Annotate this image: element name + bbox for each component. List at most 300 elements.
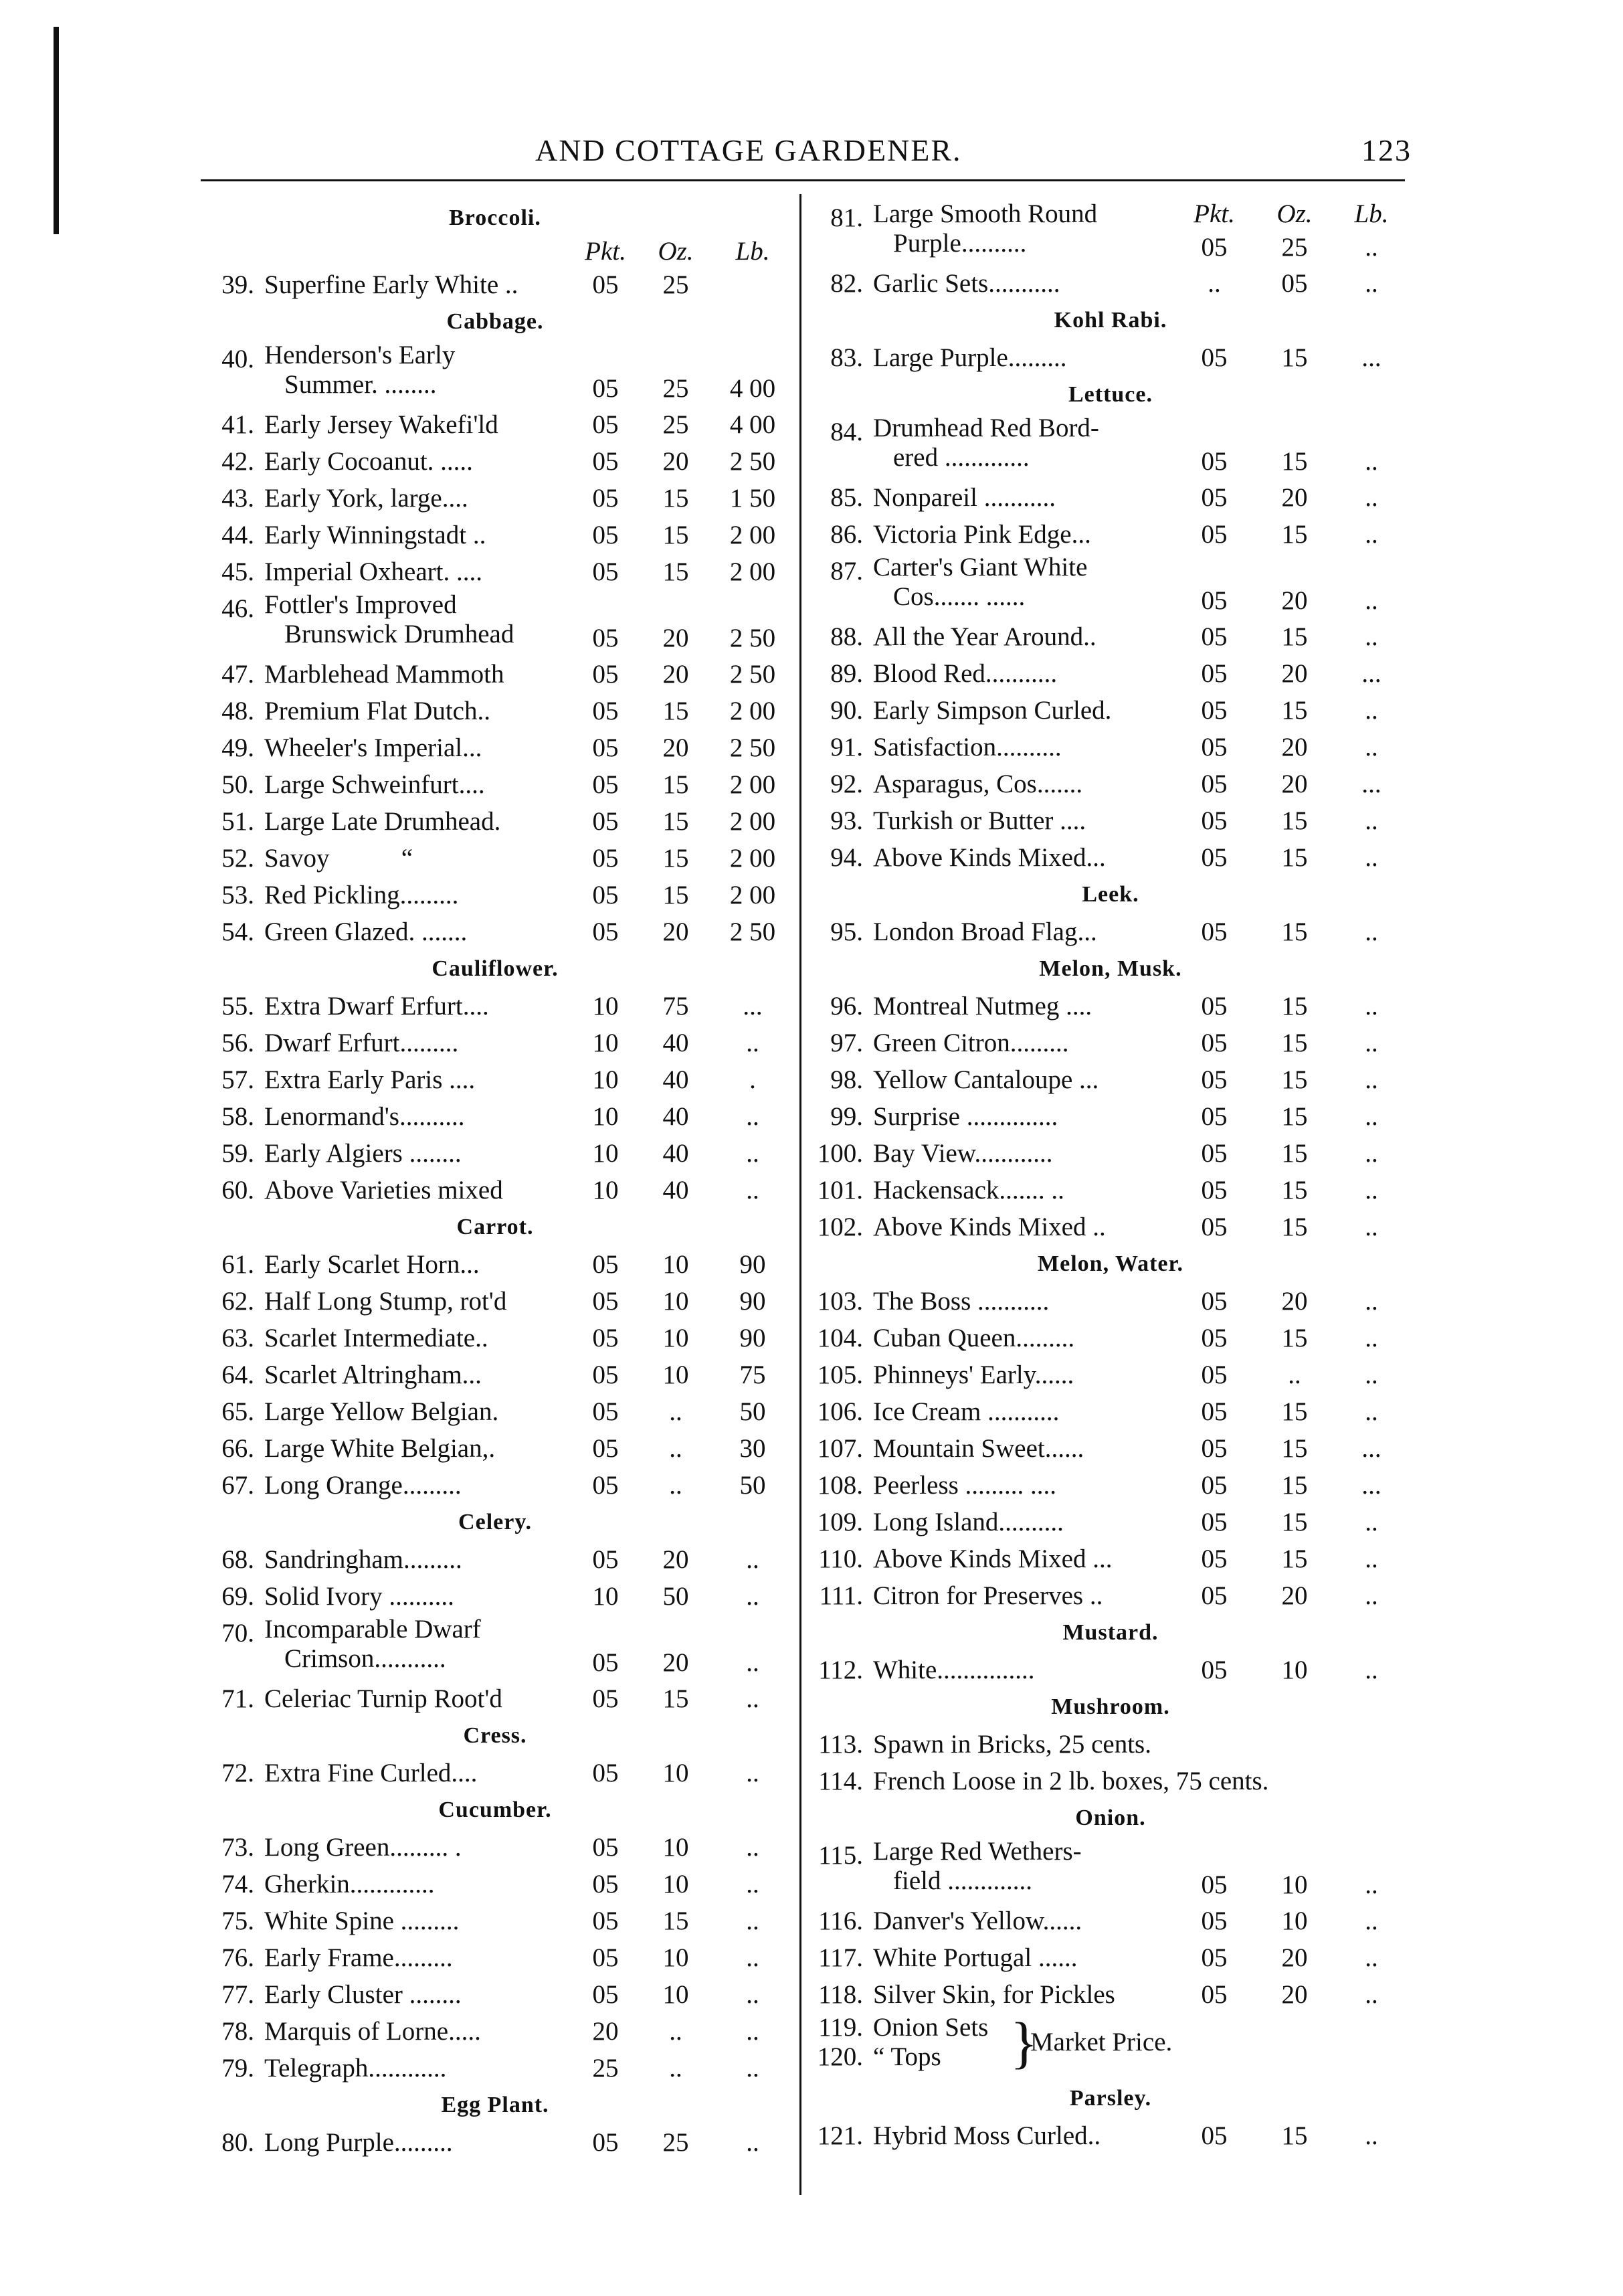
- price-packet: 05: [1201, 1980, 1228, 2009]
- entry-name-line: Premium Flat Dutch..: [264, 697, 490, 725]
- entry-name: [873, 655, 1057, 692]
- price-packet: 05: [592, 1907, 619, 1935]
- entry-name-line: Telegraph............: [264, 2054, 447, 2083]
- price-pound: 4 00: [729, 410, 776, 439]
- price-ounce: 15: [662, 697, 689, 725]
- price-ounce: 15: [1281, 1176, 1308, 1205]
- price-ounce: 20: [1281, 483, 1308, 512]
- bracketed-entries: [809, 2010, 1412, 2080]
- seed-entry: [809, 618, 1412, 655]
- price-ounce: 15: [1281, 1397, 1308, 1426]
- price-pound: ..: [1365, 1870, 1378, 1899]
- entry-name-line: Above Kinds Mixed...: [873, 843, 1106, 872]
- seed-entry: [809, 988, 1412, 1025]
- entry-name: [873, 729, 1062, 766]
- entry-name-line: Above Varieties mixed: [264, 1176, 503, 1205]
- entry-name: [264, 266, 518, 303]
- price-packet: 05: [1201, 1360, 1228, 1389]
- entry-name: “ Tops: [873, 2042, 941, 2071]
- seed-entry: [809, 265, 1412, 302]
- seed-entry: [809, 802, 1412, 839]
- seed-entry: [201, 1541, 789, 1578]
- seed-entry: [809, 1320, 1412, 1356]
- price-packet: 05: [1201, 1324, 1228, 1352]
- price-pound: ..: [1365, 483, 1378, 512]
- price-ounce: 10: [1281, 1870, 1308, 1899]
- price-pound: ..: [1365, 843, 1378, 872]
- page-number: 123: [1361, 133, 1412, 167]
- seed-entry: [201, 1430, 789, 1467]
- price-pound: 2 50: [729, 660, 776, 689]
- price-pound: ..: [1365, 233, 1378, 262]
- entry-name-line: Scarlet Intermediate..: [264, 1324, 488, 1352]
- entry-name: [873, 1061, 1099, 1098]
- seed-entry: [201, 1356, 789, 1393]
- entry-number: 121.: [817, 2121, 863, 2150]
- entry-name-line: Victoria Pink Edge...: [873, 520, 1091, 549]
- entry-number: 43.: [221, 484, 254, 513]
- entry-number: 109.: [817, 1508, 863, 1536]
- entry-number: 112.: [818, 1656, 863, 1684]
- entry-name-line: Yellow Cantaloupe ...: [873, 1065, 1099, 1094]
- entry-name: [264, 729, 482, 766]
- entry-number: 99.: [830, 1102, 863, 1131]
- column-header-oz: Oz.: [1276, 199, 1313, 228]
- entry-name-line: Early Frame.........: [264, 1943, 453, 1972]
- price-ounce: 20: [1281, 733, 1308, 762]
- seed-entry: [809, 1135, 1412, 1172]
- entry-number: 50.: [221, 770, 254, 799]
- entry-name-line: Extra Fine Curled....: [264, 1759, 478, 1787]
- entry-name: [873, 1540, 1112, 1577]
- price-packet: 10: [592, 1139, 619, 1168]
- entry-name-continuation: Purple..........: [893, 229, 1027, 258]
- entry-name-line: White...............: [873, 1656, 1035, 1684]
- entry-name: [264, 1866, 435, 1903]
- price-ounce: 15: [1281, 1471, 1308, 1500]
- section-heading-broccoli: Broccoli.: [449, 205, 541, 230]
- seed-entry: [809, 1061, 1412, 1098]
- entry-name-line: Extra Early Paris ....: [264, 1065, 476, 1094]
- entry-name-line: Gherkin.............: [264, 1870, 435, 1898]
- entry-name: [873, 1320, 1074, 1356]
- price-pound: ...: [1361, 1471, 1381, 1500]
- price-pound: ..: [1365, 1176, 1378, 1205]
- price-pound: ..: [1365, 520, 1378, 549]
- page-header: [201, 133, 1412, 173]
- entry-number: 111.: [819, 1581, 863, 1610]
- entry-name-line: Red Pickling.........: [264, 881, 459, 909]
- price-pound: ..: [746, 1684, 759, 1713]
- price-ounce: 20: [1281, 1980, 1308, 2009]
- price-ounce: 20: [662, 1545, 689, 1574]
- price-packet: 05: [592, 733, 619, 762]
- entry-name-line: Henderson's Early: [264, 341, 456, 369]
- column-header-oz: Oz.: [658, 237, 694, 266]
- seed-entry: [201, 1246, 789, 1283]
- price-ounce: 20: [1281, 1287, 1308, 1316]
- price-pound: ..: [746, 1139, 759, 1168]
- price-ounce: 25: [662, 374, 689, 403]
- seed-entry: [809, 1837, 1412, 1903]
- entry-number: 63.: [221, 1324, 254, 1352]
- entry-name: [264, 877, 458, 913]
- entry-name: [264, 590, 514, 649]
- entry-number: 85.: [830, 483, 863, 512]
- entry-name-line: Large Schweinfurt....: [264, 770, 485, 799]
- entry-name-continuation: field .............: [893, 1866, 1032, 1895]
- entry-name-line: All the Year Around..: [873, 622, 1096, 651]
- seed-entry: [201, 877, 789, 913]
- price-packet: 05: [592, 1471, 619, 1500]
- entry-number: 72.: [221, 1759, 254, 1787]
- entry-number: 49.: [221, 733, 254, 762]
- entry-name-line: Early Cocoanut. .....: [264, 447, 473, 476]
- price-packet: 05: [1201, 1870, 1228, 1899]
- price-ounce: 15: [1281, 622, 1308, 651]
- entry-number: 115.: [818, 1841, 863, 1870]
- entry-name-line: Satisfaction..........: [873, 733, 1062, 762]
- entry-number: 69.: [221, 1582, 254, 1611]
- entry-name-line: Sandringham.........: [264, 1545, 462, 1574]
- bracket-row: [809, 2013, 988, 2042]
- price-packet: 05: [1201, 233, 1228, 262]
- price-pound: 4 00: [729, 374, 776, 403]
- seed-entry: [201, 729, 789, 766]
- entry-number: 113.: [818, 1730, 863, 1759]
- entry-number: 96.: [830, 992, 863, 1021]
- entry-number: 88.: [830, 622, 863, 651]
- price-pound: 2 50: [729, 624, 776, 652]
- price-pound: ...: [1361, 343, 1381, 372]
- price-ounce: 10: [662, 1833, 689, 1862]
- price-ounce: 20: [662, 660, 689, 689]
- entry-number: 80.: [221, 2128, 254, 2157]
- price-ounce: 10: [662, 1287, 689, 1316]
- price-packet: 05: [1201, 447, 1228, 476]
- price-ounce: ..: [669, 2054, 682, 2083]
- price-ounce: ..: [669, 1434, 682, 1463]
- price-packet: 05: [1201, 586, 1228, 615]
- entry-name-line: Early Cluster ........: [264, 1980, 462, 2009]
- price-pound: ..: [1365, 1324, 1378, 1352]
- price-packet: 05: [592, 1324, 619, 1352]
- entry-name-line: Nonpareil ...........: [873, 483, 1056, 512]
- entry-name-line: Drumhead Red Bord-: [873, 414, 1099, 442]
- section-heading-parsley: Parsley.: [1069, 2086, 1152, 2111]
- section-heading-mustard: Mustard.: [1062, 1620, 1159, 1645]
- entry-name-line: Marblehead Mammoth: [264, 660, 504, 689]
- price-pound: ..: [746, 1648, 759, 1677]
- price-ounce: 15: [1281, 696, 1308, 725]
- price-ounce: 15: [1281, 1434, 1308, 1463]
- price-pound: ..: [1365, 1656, 1378, 1684]
- entry-name: [264, 1541, 462, 1578]
- price-packet: 05: [1201, 483, 1228, 512]
- price-pound: 2 00: [729, 697, 776, 725]
- entry-name: [264, 1356, 482, 1393]
- price-pound: ..: [1365, 1544, 1378, 1573]
- price-ounce: 15: [1281, 1065, 1308, 1094]
- entry-number: 106.: [817, 1397, 863, 1426]
- price-packet: 10: [592, 1065, 619, 1094]
- price-packet: 20: [592, 2017, 619, 2046]
- brace-glyph: }: [1010, 2010, 1038, 2074]
- entry-number: 61.: [221, 1250, 254, 1279]
- entry-name: [264, 517, 486, 553]
- price-packet: 10: [592, 1102, 619, 1131]
- entry-name-line: Solid Ivory ..........: [264, 1582, 454, 1611]
- price-packet: 05: [592, 1684, 619, 1713]
- entry-name: [264, 1098, 464, 1135]
- seed-entry: [201, 2124, 789, 2161]
- price-pound: ..: [1365, 447, 1378, 476]
- price-packet: 05: [592, 557, 619, 586]
- seed-entry: [809, 1356, 1412, 1393]
- entry-name-line: Peerless ......... ....: [873, 1471, 1057, 1500]
- entry-name-line: White Portugal ......: [873, 1943, 1078, 1972]
- price-packet: 10: [592, 992, 619, 1021]
- price-packet: 05: [1201, 622, 1228, 651]
- seed-entry: [201, 1061, 789, 1098]
- entry-number: 51.: [221, 807, 254, 836]
- section-heading-celery: Celery.: [458, 1510, 532, 1534]
- entry-name: [873, 1652, 1035, 1688]
- price-ounce: 15: [1281, 992, 1308, 1021]
- seed-entry: [201, 2013, 789, 2050]
- entry-name: [264, 406, 498, 443]
- seed-entry: [201, 803, 789, 840]
- entry-name-line: Hybrid Moss Curled..: [873, 2121, 1101, 2150]
- seed-entry: [809, 766, 1412, 802]
- seed-entry: [809, 479, 1412, 516]
- entry-name-line: Early Scarlet Horn...: [264, 1250, 480, 1279]
- price-pound: ..: [746, 2017, 759, 2046]
- seed-entry: [201, 1098, 789, 1135]
- seed-entry: [201, 1578, 789, 1615]
- seed-entry: [201, 1903, 789, 1939]
- seed-entry: [809, 553, 1412, 618]
- section-heading-leek: Leek.: [1082, 882, 1139, 907]
- entry-number: 53.: [221, 881, 254, 909]
- entry-name-line: Wheeler's Imperial...: [264, 733, 482, 762]
- price-ounce: 40: [662, 1176, 689, 1205]
- entry-name: [873, 1135, 1052, 1172]
- price-ounce: 15: [662, 521, 689, 549]
- seed-entry: [201, 1172, 789, 1209]
- seed-entry: [201, 1829, 789, 1866]
- price-ounce: 40: [662, 1139, 689, 1168]
- entry-number: 119.: [818, 2013, 863, 2042]
- entry-name: [264, 1430, 495, 1467]
- entry-number: 103.: [817, 1287, 863, 1316]
- price-ounce: ..: [1288, 1360, 1301, 1389]
- price-ounce: 05: [1281, 269, 1308, 298]
- price-packet: 05: [592, 270, 619, 299]
- entry-name: [873, 1209, 1106, 1245]
- section-heading-cabbage: Cabbage.: [446, 309, 544, 334]
- entry-name: [264, 1829, 462, 1866]
- price-pound: ..: [1365, 806, 1378, 835]
- price-pound: 1 50: [729, 484, 776, 513]
- entry-number: 39.: [221, 270, 254, 299]
- entry-number: 118.: [818, 1980, 863, 2009]
- note-text: French Loose in 2 lb. boxes, 75 cents.: [873, 1767, 1269, 1795]
- entry-number: 104.: [817, 1324, 863, 1352]
- entry-name-line: Extra Dwarf Erfurt....: [264, 992, 489, 1021]
- column-header-pkt: Pkt.: [585, 237, 626, 266]
- entry-number: 101.: [817, 1176, 863, 1205]
- entry-number: 66.: [221, 1434, 254, 1463]
- right-column: [809, 199, 1412, 2154]
- entry-name: [264, 1393, 498, 1430]
- seed-entry: [809, 655, 1412, 692]
- price-pound: ..: [1365, 1360, 1378, 1389]
- price-pound: ..: [1365, 1213, 1378, 1241]
- entry-name: [264, 1467, 462, 1504]
- entry-number: 92.: [830, 770, 863, 798]
- price-packet: 05: [592, 1250, 619, 1279]
- price-ounce: 15: [1281, 917, 1308, 946]
- price-ounce: 20: [662, 447, 689, 476]
- entry-number: 87.: [830, 557, 863, 586]
- price-ounce: 15: [1281, 343, 1308, 372]
- entry-name-line: Carter's Giant White: [873, 553, 1088, 582]
- price-pound: ..: [1365, 696, 1378, 725]
- price-ounce: 15: [662, 881, 689, 909]
- price-pound: ..: [1365, 917, 1378, 946]
- entry-name-line: Dwarf Erfurt.........: [264, 1029, 459, 1057]
- margin-rule: [54, 27, 59, 234]
- price-ounce: ..: [669, 1397, 682, 1426]
- entry-number: 41.: [221, 410, 254, 439]
- seed-entry: [201, 1866, 789, 1903]
- entry-name-continuation: Crimson...........: [284, 1644, 446, 1673]
- price-packet: 05: [592, 1287, 619, 1316]
- entry-number: 60.: [221, 1176, 254, 1205]
- entry-number: 54.: [221, 917, 254, 946]
- price-pound: ..: [746, 1582, 759, 1611]
- price-pound: ..: [1365, 1581, 1378, 1610]
- entry-name-line: Large Purple.........: [873, 343, 1067, 372]
- entry-name: [264, 693, 490, 729]
- running-title: AND COTTAGE GARDENER.: [535, 133, 962, 167]
- price-pound: 30: [739, 1434, 766, 1463]
- entry-name-line: Blood Red...........: [873, 659, 1058, 688]
- price-ounce: 20: [1281, 1943, 1308, 1972]
- entry-name: [873, 766, 1082, 802]
- seed-entry: [809, 1098, 1412, 1135]
- seed-entry: [201, 1393, 789, 1430]
- entry-number: 93.: [830, 806, 863, 835]
- entry-number: 64.: [221, 1360, 254, 1389]
- entry-name-line: Turkish or Butter ....: [873, 806, 1086, 835]
- price-pound: 2 00: [729, 881, 776, 909]
- seed-entry: [201, 766, 789, 803]
- entry-name-line: Early Algiers ........: [264, 1139, 462, 1168]
- price-ounce: 15: [662, 844, 689, 873]
- entry-name-line: Phinneys' Early......: [873, 1360, 1074, 1389]
- entry-number: 97.: [830, 1029, 863, 1057]
- price-packet: 05: [592, 484, 619, 513]
- entry-number: 81.: [830, 203, 863, 232]
- price-packet: 05: [592, 521, 619, 549]
- price-pound: ..: [746, 1102, 759, 1131]
- price-ounce: 20: [1281, 1581, 1308, 1610]
- seed-entry: [809, 1577, 1412, 1614]
- price-ounce: 15: [1281, 1213, 1308, 1241]
- price-ounce: 25: [662, 270, 689, 299]
- price-pound: ..: [1365, 1397, 1378, 1426]
- price-packet: 10: [592, 1176, 619, 1205]
- price-ounce: 15: [1281, 1508, 1308, 1536]
- entry-number: 116.: [818, 1907, 863, 1935]
- entry-name-continuation: ered .............: [893, 443, 1030, 472]
- entry-name: [264, 988, 489, 1025]
- seed-entry: [809, 1393, 1412, 1430]
- price-ounce: 75: [662, 992, 689, 1021]
- price-ounce: 10: [662, 1943, 689, 1972]
- price-ounce: 15: [1281, 806, 1308, 835]
- price-packet: 05: [1201, 1471, 1228, 1500]
- price-packet: 05: [1201, 1656, 1228, 1684]
- price-packet: 05: [1201, 1176, 1228, 1205]
- price-ounce: 10: [662, 1759, 689, 1787]
- price-ounce: 10: [1281, 1907, 1308, 1935]
- price-packet: 05: [592, 660, 619, 689]
- price-pound: ..: [1365, 1980, 1378, 2009]
- entry-number: 48.: [221, 697, 254, 725]
- price-packet: 05: [1201, 659, 1228, 688]
- price-pound: ..: [1365, 586, 1378, 615]
- price-packet: 10: [592, 1582, 619, 1611]
- price-ounce: 20: [662, 917, 689, 946]
- price-ounce: 15: [1281, 1102, 1308, 1131]
- price-pound: ..: [746, 1870, 759, 1898]
- entry-name: [873, 618, 1096, 655]
- price-ounce: 10: [662, 1870, 689, 1898]
- seed-entry: [201, 1320, 789, 1356]
- entry-name-line: Cuban Queen.........: [873, 1324, 1075, 1352]
- entry-number: 42.: [221, 447, 254, 476]
- price-packet: 05: [1201, 1434, 1228, 1463]
- entry-name-line: Mountain Sweet......: [873, 1434, 1084, 1463]
- section-heading-cucumber: Cucumber.: [438, 1797, 552, 1822]
- entry-number: 114.: [818, 1767, 863, 1795]
- price-ounce: 15: [1281, 1544, 1308, 1573]
- entry-name: [264, 1903, 459, 1939]
- price-packet: 05: [1201, 1065, 1228, 1094]
- header-rule: [201, 179, 1405, 181]
- entry-name: [264, 1061, 475, 1098]
- price-packet: 05: [1201, 1943, 1228, 1972]
- price-pound: ..: [1365, 992, 1378, 1021]
- price-pound: .: [749, 1065, 756, 1094]
- seed-entry: [809, 1172, 1412, 1209]
- entry-number: 89.: [830, 659, 863, 688]
- entry-name-line: Large Late Drumhead.: [264, 807, 501, 836]
- column-divider: [799, 194, 801, 2195]
- entry-name: [873, 479, 1056, 516]
- market-price-note: Market Price.: [1030, 2028, 1173, 2056]
- seed-entry: [809, 1976, 1412, 2013]
- price-packet: 05: [1201, 770, 1228, 798]
- seed-entry: [201, 1939, 789, 1976]
- price-ounce: 40: [662, 1029, 689, 1057]
- price-packet: 05: [592, 1545, 619, 1574]
- price-ounce: 15: [662, 1684, 689, 1713]
- seed-entry: [201, 1283, 789, 1320]
